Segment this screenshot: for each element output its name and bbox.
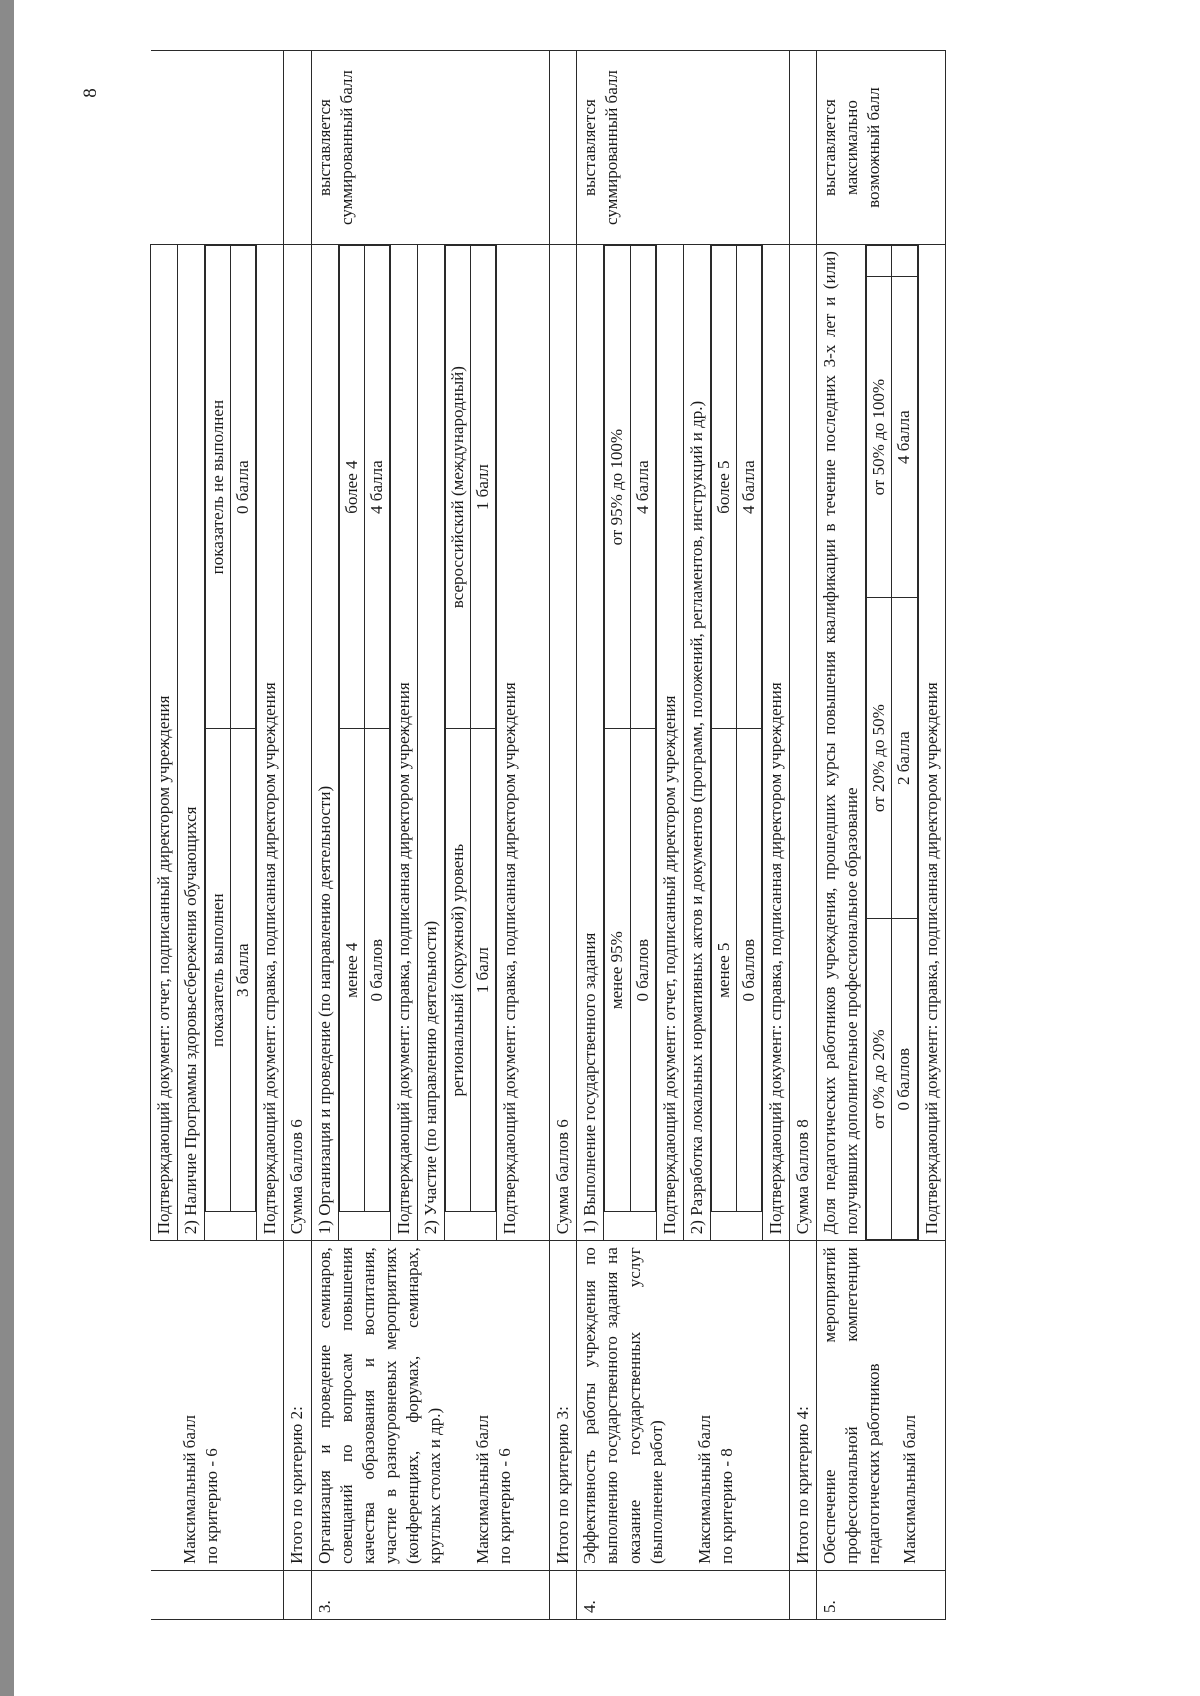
score-subtable: менее 5 более 5 0 баллов 4 балла: [711, 245, 762, 1212]
score-subtable: менее 4 более 4 0 баллов 4 балла: [339, 245, 390, 1212]
indicators-cell: [311, 245, 550, 1241]
row-number: 3.: [311, 1570, 550, 1619]
criteria-table: [150, 50, 946, 1620]
row-number: 4.: [577, 1570, 790, 1619]
criterion-description: Обеспечение мероприятий профессиональной компетенции педагогических работников Максимальный балл: [817, 1241, 945, 1571]
criterion-description: Эффективность работы учреждения по выполнению государственного задания на оказание государственных услуг (выполнение работ) Максимальный балл по критерию - 8: [577, 1241, 790, 1571]
table-row: [151, 51, 284, 1620]
indicators-cell: [151, 245, 284, 1241]
total-label: Итого по критерию 4:: [790, 1241, 817, 1571]
indicator-title: 1) Выполнение государственного задания: [577, 245, 604, 1240]
row-number: 5.: [817, 1570, 945, 1619]
total-label: Итого по критерию 3:: [550, 1241, 577, 1571]
rotated-table-container: [150, 50, 1130, 1620]
score-subtable: от 0% до 20% от 20% до 50% от 50% до 100% 0 баллов 2 балла 4 балла: [866, 245, 917, 1240]
document-page: [14, 0, 1200, 1696]
indicator-title: 1) Организация и проведение (по направлению деятельности): [312, 245, 339, 1240]
table-row: [550, 51, 577, 1620]
supporting-document: Подтверждающий документ: справка, подписанная директором учреждения: [921, 682, 941, 1235]
table-row: [577, 51, 790, 1620]
total-sum: Сумма баллов 6: [550, 245, 577, 1241]
indicators-cell: [577, 245, 790, 1241]
table-row: [311, 51, 550, 1620]
supporting-document: Подтверждающий документ: справка, подписанная директором учреждения: [260, 682, 280, 1235]
score-subtable: показатель выполнен показатель не выполнен 3 балла 0 балла: [205, 245, 256, 1212]
table-row: [790, 51, 817, 1620]
criterion-max-score: Максимальный балл по критерию - 6: [151, 1241, 284, 1571]
total-label: Итого по критерию 2:: [284, 1241, 311, 1571]
total-sum: Сумма баллов 6: [284, 245, 311, 1241]
indicators-cell: [817, 245, 945, 1241]
table-row: [817, 51, 945, 1620]
page-number: 8: [80, 88, 101, 98]
supporting-document: Подтверждающий документ: справка, подписанная директором учреждения: [765, 682, 785, 1235]
indicator-title: 2) Наличие Программы здоровьесбережения обучающихся: [178, 245, 205, 1240]
left-margin-bar: [0, 0, 14, 1696]
supporting-document: Подтверждающий документ: справка, подписанная директором учреждения: [500, 682, 520, 1235]
supporting-document: Подтверждающий документ: справка, подписанная директором учреждения: [391, 245, 418, 1240]
supporting-document: Подтверждающий документ: отчет, подписанный директором учреждения: [151, 245, 178, 1240]
table-row: [284, 51, 311, 1620]
scoring-note: выставляется максимально возможный балл: [817, 51, 945, 245]
indicator-title: 2) Участие (по направлению деятельности): [418, 245, 445, 1240]
score-subtable: региональный (окружной) уровень всероссийский (международный) 1 балл 1 балл: [445, 245, 496, 1212]
total-sum: Сумма баллов 8: [790, 245, 817, 1241]
supporting-document: Подтверждающий документ: отчет, подписанный директором учреждения: [657, 245, 684, 1240]
criterion-description: Организация и проведение семинаров, совещаний по вопросам повышения качества образования и воспитания, участие в разноуровневых мероприятиях (конференциях, форумах, семинарах, круглых столах и др.) Максимальный балл по критерию - 6: [311, 1241, 550, 1571]
scoring-note: выставляется суммированный балл: [577, 51, 790, 245]
scoring-note: выставляется суммированный балл: [311, 51, 550, 245]
score-subtable: менее 95% от 95% до 100% 0 баллов 4 балла: [604, 245, 655, 1212]
indicator-title: Доля педагогических работников учреждения, прошедших курсы повышения квалификации в течение последних 3-х лет и (или) получивших дополнительное профессиональное образование: [817, 245, 866, 1240]
indicator-title: 2) Разработка локальных нормативных актов и документов (программ, положений, регламентов, инструкций и др.): [684, 245, 711, 1240]
